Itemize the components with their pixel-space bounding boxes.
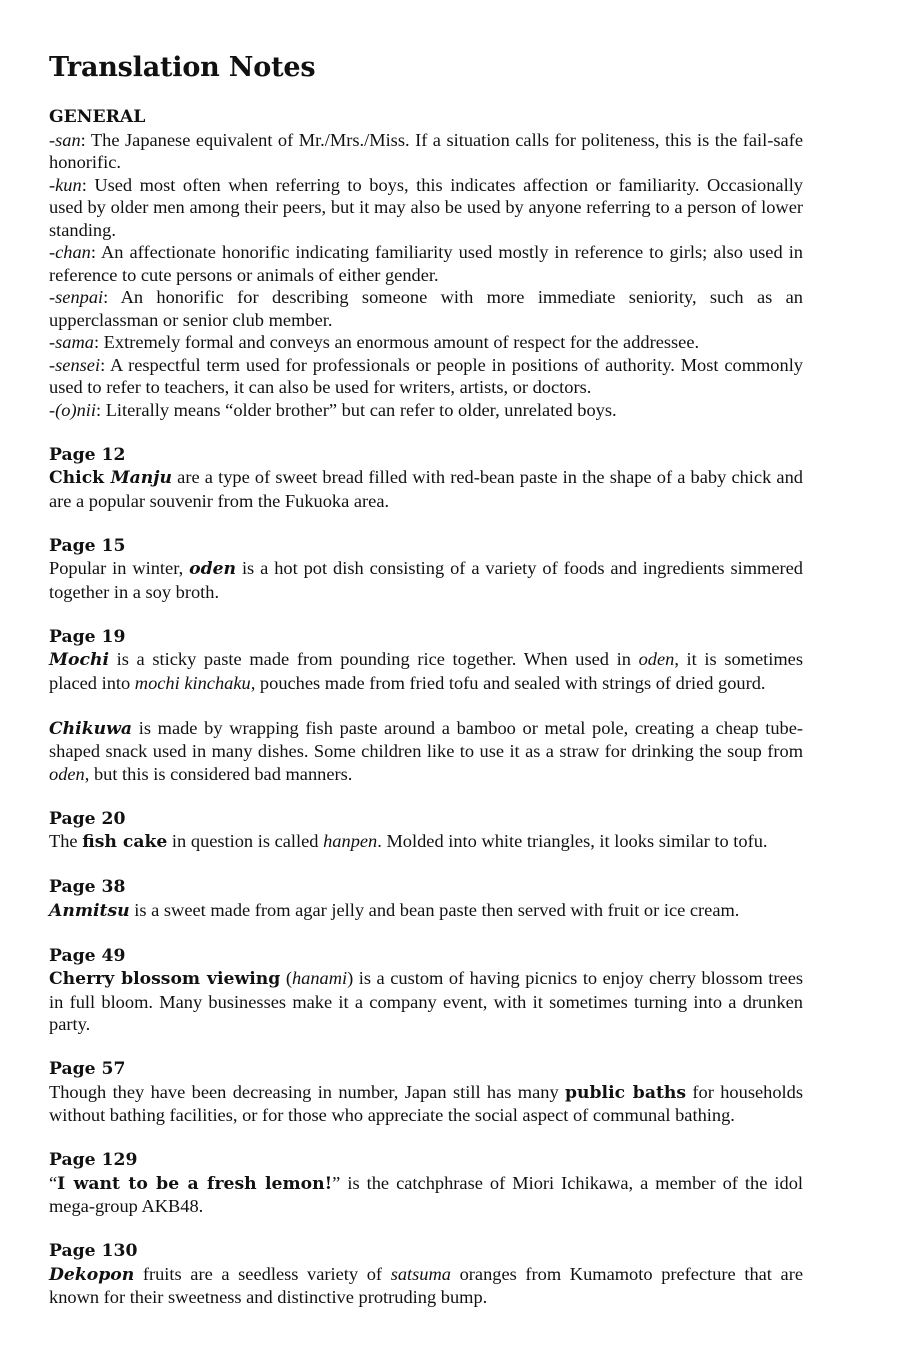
note-heading: Page 129 <box>49 1150 138 1170</box>
note-body <box>49 466 803 512</box>
note-heading: Page 15 <box>49 535 126 556</box>
honorific-san <box>49 129 803 174</box>
note-text: for households without bathing facilities, or for those who appreciate the social aspect of communal bathing. <box>49 1081 803 1125</box>
note-body-chikuwa <box>49 717 803 786</box>
term: -chan <box>49 242 91 262</box>
note-text: is made by wrapping fish paste around a bamboo or metal pole, creating a cheap tube-shaped snack used in many dishes. Some children like to use it as a straw for drinking the soup from <box>49 717 803 761</box>
definition: : An honorific for describing someone with more immediate seniority, such as an upperclassman or senior club member. <box>49 287 803 330</box>
note-text: Popular in winter, <box>49 558 190 578</box>
note-page-15 <box>49 535 803 604</box>
note-heading: Page 20 <box>49 808 126 829</box>
term-bold-italic: Chikuwa <box>49 718 133 739</box>
term-bold: fish cake <box>82 832 168 852</box>
term-italic: oden <box>49 763 85 784</box>
note-body <box>49 1081 803 1127</box>
term-prefix: - <box>49 399 56 420</box>
note-text: , it is sometimes placed into <box>49 649 803 693</box>
note-page-130 <box>49 1240 803 1309</box>
note-text: Though they have been decreasing in number, Japan still has many <box>49 1081 566 1102</box>
term: -sensei <box>49 354 101 375</box>
note-body <box>49 967 803 1036</box>
note-body <box>49 1263 803 1309</box>
honorific-kun <box>49 174 803 242</box>
term-italic: hanpen <box>323 831 378 851</box>
note-body <box>49 899 803 923</box>
note-body <box>49 1172 803 1218</box>
term-bold-italic: oden <box>189 559 237 579</box>
term: -sama <box>49 332 94 352</box>
note-text: is a sweet made from agar jelly and bean paste then served with fruit or ice cream. <box>129 899 740 920</box>
honorific-sama <box>49 331 803 354</box>
note-text: . Molded into white triangles, it looks similar to tofu. <box>377 831 768 851</box>
general-heading: GENERAL <box>49 107 146 127</box>
term-bold: public baths <box>565 1082 687 1103</box>
note-text: in question is called <box>167 831 324 851</box>
note-heading: Page 19 <box>49 626 126 647</box>
note-text: The <box>49 831 83 851</box>
note-heading: Page 49 <box>49 945 126 966</box>
note-page-19 <box>49 626 803 786</box>
note-text: are a type of sweet bread filled with red-bean paste in the shape of a baby chick and are a popular souvenir from the Fukuoka area. <box>49 467 803 511</box>
note-heading: Page 12 <box>49 444 126 465</box>
term-italic: oden <box>638 649 675 669</box>
honorific-chan <box>49 241 803 286</box>
term-bold-italic: Anmitsu <box>49 900 130 921</box>
note-body <box>49 830 803 854</box>
note-text: oranges from Kumamoto prefecture that are known for their sweetness and distinctive protruding bump. <box>49 1263 803 1307</box>
note-text: is a sticky paste made from pounding rice together. When used in <box>108 649 639 669</box>
translation-notes-page <box>49 50 803 1309</box>
term-italic: hanami <box>291 968 348 988</box>
term: (o)nii <box>55 399 96 420</box>
note-page-38 <box>49 876 803 922</box>
note-body <box>49 557 803 603</box>
page-title: Translation Notes <box>49 52 316 83</box>
note-page-57 <box>49 1058 803 1127</box>
general-section <box>49 106 803 421</box>
honorific-sensei <box>49 354 803 399</box>
term: -kun <box>49 174 82 195</box>
term-bold: I want to be a fresh lemon! <box>57 1173 333 1194</box>
note-page-49 <box>49 945 803 1036</box>
term-bold: Cherry blossom viewing <box>49 969 281 989</box>
definition: : Used most often when referring to boys, this indicates affection or familiarity. Occasionally used by older men among their peers, but it may also be used by anyone referring to a person of lower standing. <box>49 174 803 240</box>
definition: : Literally means “older brother” but can refer to older, unrelated boys. <box>95 399 617 420</box>
note-text: ” is the catchphrase of Miori Ichikawa, a member of the idol mega-group AKB48. <box>49 1172 803 1216</box>
term-bold-italic: Mochi <box>49 650 109 670</box>
term: -san <box>49 129 81 150</box>
note-text: fruits are a seedless variety of <box>134 1263 391 1284</box>
term-bold-italic: Dekopon <box>49 1264 135 1285</box>
definition: : A respectful term used for professionals or people in positions of authority. Most commonly used to refer to teachers, it can also be used for writers, artists, or doctors. <box>49 354 803 397</box>
note-page-20 <box>49 808 803 854</box>
note-text: ) is a custom of having picnics to enjoy cherry blossom trees in full bloom. Many businesses make it a company event, with it sometimes turning into a drunken party. <box>49 968 804 1034</box>
definition: : Extremely formal and conveys an enormous amount of respect for the addressee. <box>93 332 700 352</box>
honorific-senpai <box>49 286 803 331</box>
note-heading: Page 130 <box>49 1241 138 1261</box>
note-text: is a hot pot dish consisting of a variety of foods and ingredients simmered together in a soy broth. <box>49 558 804 602</box>
note-body-mochi <box>49 648 803 694</box>
note-text: , but this is considered bad manners. <box>84 763 353 784</box>
term-bold-italic: Manju <box>110 468 172 488</box>
note-page-12 <box>49 444 803 513</box>
note-page-129 <box>49 1149 803 1218</box>
honorific-onii <box>49 399 803 422</box>
term: -senpai <box>49 287 104 307</box>
note-text: ( <box>280 968 292 988</box>
definition: : The Japanese equivalent of Mr./Mrs./Miss. If a situation calls for politeness, this is the fail-safe honorific. <box>49 129 803 172</box>
note-heading: Page 38 <box>49 877 126 897</box>
definition: : An affectionate honorific indicating familiarity used mostly in reference to girls; also used in reference to cute persons or animals of either gender. <box>49 242 803 285</box>
term-bold: Chick <box>49 468 111 488</box>
note-text: “ <box>49 1172 58 1193</box>
term-italic: satsuma <box>390 1263 451 1284</box>
note-text: pouches made from fried tofu and sealed with strings of dried gourd. <box>255 672 766 693</box>
term-italic: mochi kinchaku, <box>134 672 256 693</box>
note-heading: Page 57 <box>49 1059 126 1079</box>
